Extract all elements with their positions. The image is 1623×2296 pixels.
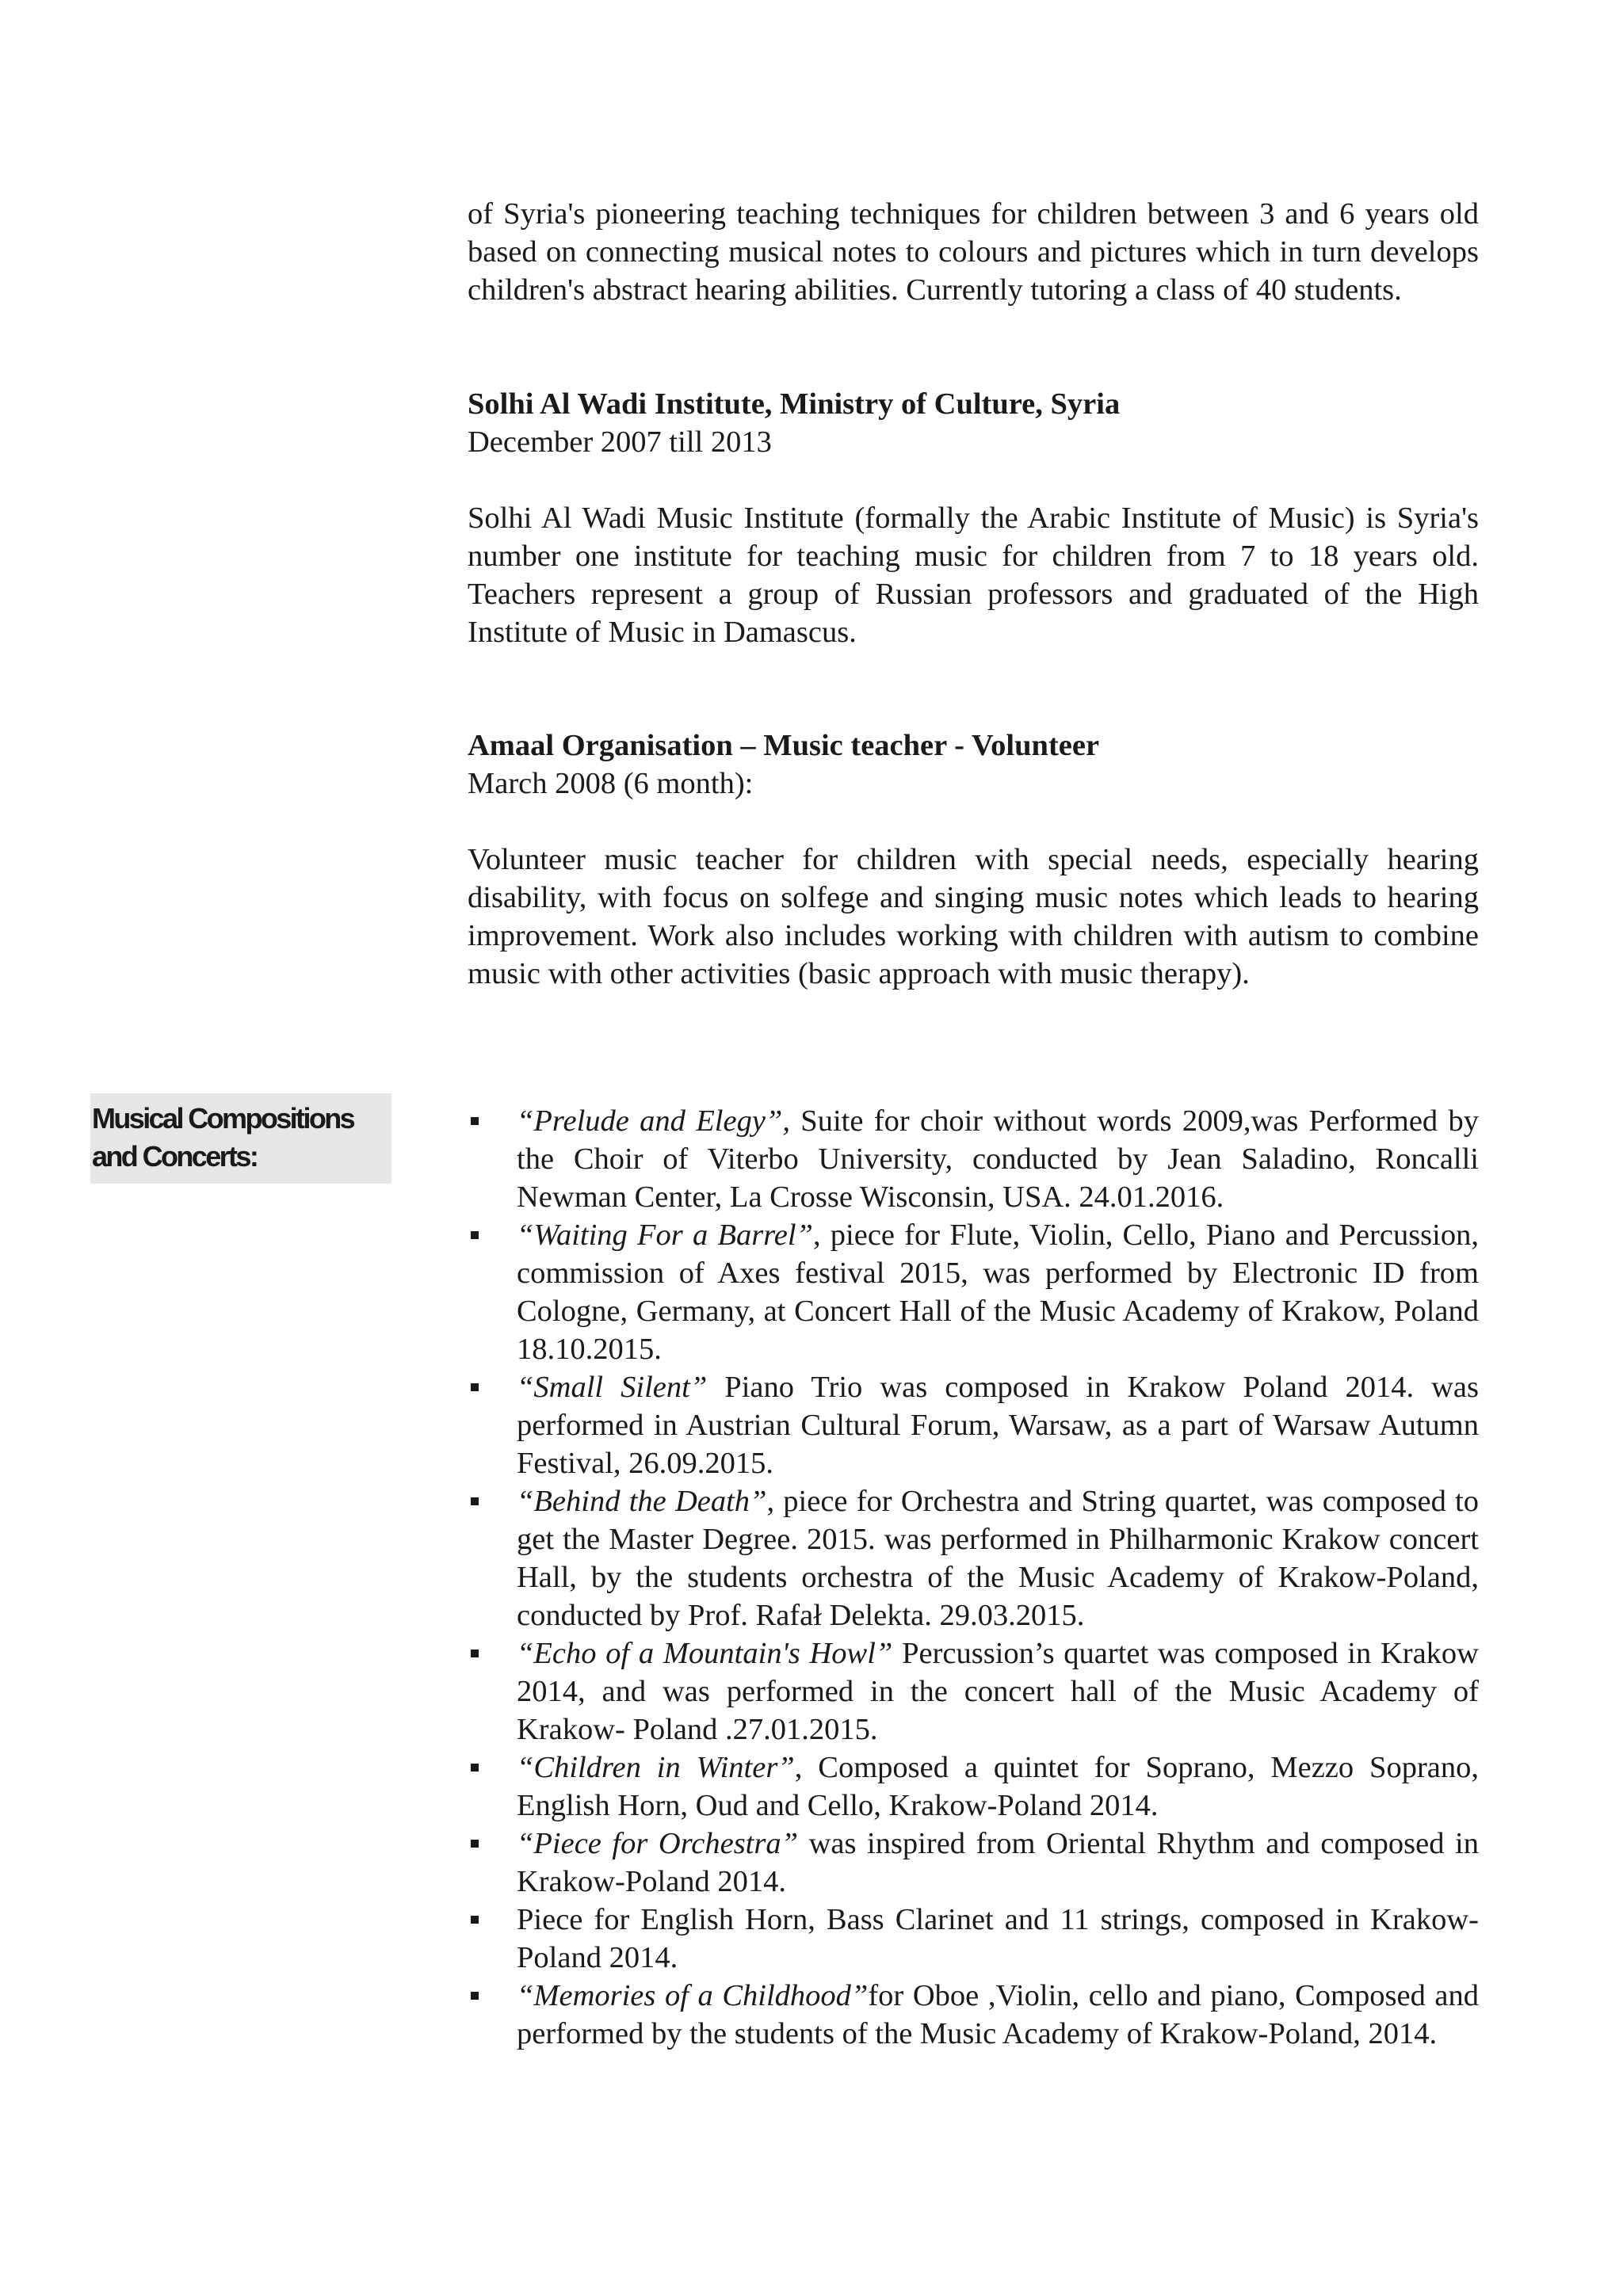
square-bullet-icon bbox=[471, 1840, 479, 1848]
composition-title: “Echo of a Mountain's Howl” bbox=[517, 1637, 893, 1670]
list-item bbox=[468, 1977, 1479, 2053]
composition-details: was inspired from Oriental Rhythm and composed in Krakow-Poland 2014. bbox=[517, 1827, 1479, 1898]
amaal-section bbox=[468, 727, 1479, 803]
composition-details: Piano Trio was composed in Krakow Poland 2014. was performed in Austrian Cultural Forum, Warsaw, as a part of Warsaw Autumn Festival, 26.09.2015. bbox=[517, 1371, 1479, 1480]
square-bullet-icon bbox=[471, 1231, 479, 1239]
list-item bbox=[468, 1216, 1479, 1368]
square-bullet-icon bbox=[471, 1497, 479, 1505]
composition-title: “Small Silent” bbox=[517, 1371, 708, 1404]
composition-title: “Children in Winter” bbox=[517, 1751, 795, 1784]
section-label-line-1: Musical Compositions bbox=[92, 1102, 354, 1135]
square-bullet-icon bbox=[471, 1764, 479, 1772]
composition-details: Percussion’s quartet was composed in Krakow 2014, and was performed in the concert hall of the Music Academy of Krakow- Poland .27.01.2015. bbox=[517, 1637, 1479, 1746]
composition-title: “Prelude and Elegy”, bbox=[517, 1104, 790, 1138]
composition-details: , piece for Flute, Violin, Cello, Piano and Percussion, commission of Axes festival 2015, was performed by Electronic ID from Cologne, Germany, at Concert Hall of the Music Academy of Krakow, Poland 18.10.2015. bbox=[517, 1219, 1479, 1366]
composition-details: Suite for choir without words 2009,was Performed by the Choir of Viterbo University, conducted by Jean Saladino, Roncalli Newman Center, La Crosse Wisconsin, USA. 24.01.2016. bbox=[517, 1104, 1479, 1214]
list-item bbox=[468, 1901, 1479, 1977]
solhi-section bbox=[468, 385, 1479, 461]
intro-paragraph: of Syria's pioneering teaching techniques for children between 3 and 6 years old based on connecting musical notes to colours and pictures which in turn develops children's abstract hearing abilities. Currently tutoring a class of 40 students. bbox=[468, 197, 1479, 307]
list-item bbox=[468, 1634, 1479, 1749]
list-item bbox=[468, 1482, 1479, 1634]
solhi-heading: Solhi Al Wadi Institute, Ministry of Culture, Syria bbox=[468, 387, 1121, 421]
square-bullet-icon bbox=[471, 1650, 479, 1657]
solhi-dates: December 2007 till 2013 bbox=[468, 425, 772, 459]
compositions-list bbox=[468, 1102, 1479, 2053]
square-bullet-icon bbox=[471, 1992, 479, 2000]
list-item bbox=[468, 1102, 1479, 1216]
list-item bbox=[468, 1825, 1479, 1901]
square-bullet-icon bbox=[471, 1383, 479, 1391]
composition-details: , Composed a quintet for Soprano, Mezzo Soprano, English Horn, Oud and Cello, Krakow-Poland 2014. bbox=[517, 1751, 1479, 1822]
list-item bbox=[468, 1368, 1479, 1482]
amaal-description: Volunteer music teacher for children with special needs, especially hearing disability, with focus on solfege and singing music notes which leads to hearing improvement. Work also includes working with children with autism to combine music with other activities (basic approach with music therapy). bbox=[468, 843, 1479, 990]
amaal-dates: March 2008 (6 month): bbox=[468, 767, 754, 800]
compositions-section-label bbox=[90, 1093, 391, 1184]
composition-details: Piece for English Horn, Bass Clarinet and 11 strings, composed in Krakow-Poland 2014. bbox=[517, 1903, 1479, 1974]
composition-title: “Memories of a Childhood” bbox=[517, 1979, 869, 2012]
square-bullet-icon bbox=[471, 1916, 479, 1924]
amaal-heading: Amaal Organisation – Music teacher - Volunteer bbox=[468, 729, 1100, 762]
composition-title: “Waiting For a Barrel” bbox=[517, 1219, 813, 1252]
composition-details: for Oboe ,Violin, cello and piano, Composed and performed by the students of the Music Academy of Krakow-Poland, 2014. bbox=[517, 1979, 1480, 2050]
composition-details: , piece for Orchestra and String quartet, was composed to get the Master Degree. 2015. was performed in Philharmonic Krakow concert Hall, by the students orchestra of the Music Academy of Krakow-Poland, conducted by Prof. Rafał Delekta. 29.03.2015. bbox=[517, 1485, 1479, 1632]
square-bullet-icon bbox=[471, 1117, 479, 1125]
composition-title: “Piece for Orchestra” bbox=[517, 1827, 799, 1860]
list-item bbox=[468, 1749, 1479, 1825]
composition-title: “Behind the Death” bbox=[517, 1485, 767, 1518]
section-label-line-2: and Concerts: bbox=[92, 1140, 258, 1173]
solhi-description: Solhi Al Wadi Music Institute (formally the Arabic Institute of Music) is Syria's number one institute for teaching music for children from 7 to 18 years old. Teachers represent a group of Russian professors and graduated of the High Institute of Music in Damascus. bbox=[468, 502, 1479, 649]
